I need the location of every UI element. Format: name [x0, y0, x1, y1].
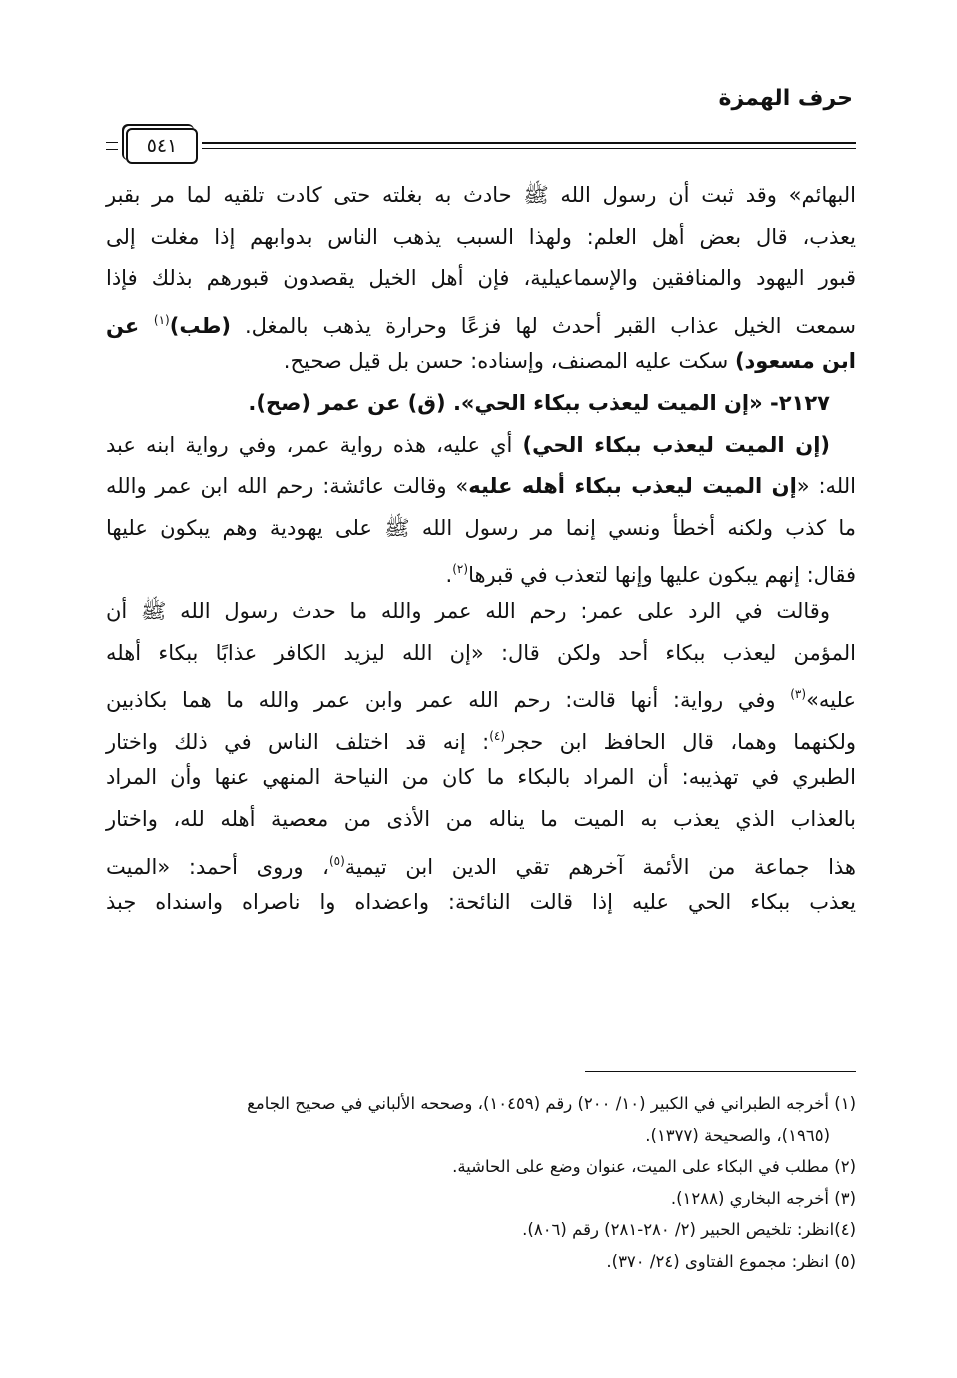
text: فقال: إنهم يبكون عليها وإنها لتعذب في قبرها: [468, 563, 856, 588]
text: ولكنهما وهما، قال الحافظ ابن حجر: [505, 729, 856, 754]
running-header-title: حرف الهمزة: [718, 86, 853, 111]
footnote: (٣) أخرجه البخاري (١٢٨٨).: [670, 1188, 856, 1208]
text: سكت عليه المصنف، وإسناده: حسن بل قيل صحيح.: [283, 349, 735, 374]
text-line: [106, 466, 856, 508]
text: : إنه قد اختلف الناس في ذلك واختار: [106, 729, 490, 754]
text: ما كذب ولكنه أخطأ ونسي إنما مر رسول الله ﷺ على يهودية وهم يبكون عليها: [106, 515, 856, 540]
bold-text: ابن مسعود): [734, 349, 856, 374]
text-line: [106, 425, 856, 467]
text-line: [106, 716, 856, 758]
text-line: [106, 175, 856, 217]
text-line: [106, 217, 856, 259]
rule-dash: [106, 142, 118, 150]
text: المؤمن ليعذب ببكاء أحد ولكن قال: «إن الله ليزيد الكافر عذابًا ببكاء أهله: [106, 640, 856, 665]
text-line: [106, 633, 856, 675]
text: سمعت الخيل عذاب القبر أحدث لها فزعًا وحرارة يذهب بالمغل.: [230, 313, 856, 338]
text: يعذب، قال بعض أهل العلم: ولهذا السبب يذهب الناس بدوابهم إذا مغلت إلى: [106, 224, 856, 249]
bold-text: (إن الميت ليعذب ببكاء الحي): [522, 432, 830, 457]
text: بالعذاب الذي يعذب به الميت ما يناله من الأذى من معصية أهله لله، واختار: [106, 806, 856, 831]
footnote-ref[interactable]: (١): [153, 312, 170, 327]
bold-text: عن: [106, 313, 154, 338]
footnote-ref[interactable]: (٢): [452, 562, 469, 577]
footnote: (١٩٦٥)، والصحيحة (١٣٧٧).: [645, 1125, 830, 1145]
footnote: (٥) انظر: مجموع الفتاوى (٢٤/ ٣٧٠).: [606, 1251, 856, 1271]
text: يعذب ببكاء الحي عليه إذا قالت النائحة: واعضداه وا ناصراه واسنداه جبذ: [106, 890, 856, 915]
text: أي عليه، هذه رواية عمر، وفي رواية ابنه عبد: [106, 432, 523, 457]
text: وقالت في الرد على عمر: رحم الله عمر والله ما حدث رسول الله ﷺ أن: [106, 598, 830, 623]
header-rule: [104, 128, 856, 164]
rule-line: [202, 148, 856, 149]
footnote-separator: [585, 1071, 856, 1072]
bold-text: (طب): [169, 313, 231, 338]
text-line: [106, 591, 856, 633]
text-line: [106, 841, 856, 883]
page-number: ٥٤١: [126, 128, 198, 164]
rule-line: [202, 142, 856, 144]
text: البهائم» وقد ثبت أن رسول الله ﷺ حادث به بغلته حتى كادت تلقيه لما مر بقبر: [106, 183, 856, 207]
text-line: [106, 383, 856, 425]
footnote-ref[interactable]: (٥): [328, 853, 345, 868]
text-line: [106, 300, 856, 342]
footnote: (٤)انظر: تلخيص الحبير (٢/ ٢٨٠-٢٨١) رقم (٨٠٦).: [522, 1220, 856, 1239]
footnote-ref[interactable]: (٣): [790, 687, 807, 702]
text: وفي رواية: أنها قالت: رحم الله عمر وابن عمر والله ما هما بكاذبين: [106, 688, 791, 713]
main-text: [106, 175, 856, 924]
text-line: [106, 882, 856, 924]
text-line: [106, 508, 856, 550]
text-line: [106, 674, 856, 716]
text: .: [445, 563, 453, 588]
footnote: (٢) مطلب في البكاء على الميت، عنوان وضع على الحاشية.: [452, 1157, 856, 1176]
footnote: (١) أخرجه الطبراني في الكبير (١٠/ ٢٠٠) رقم (١٠٤٥٩)، وصححه الألباني في صحيح الجامع: [247, 1094, 856, 1113]
bold-text: إن الميت ليعذب ببكاء أهله عليه: [468, 474, 797, 499]
text: هذا جماعة من الأئمة آخرهم تقي الدين ابن تيمية: [344, 854, 856, 879]
text: ، وروى أحمد: «الميت: [106, 854, 329, 879]
bold-text: ٢١٢٧- «إن الميت ليعذب ببكاء الحي». (ق) عن عمر (صح).: [248, 390, 830, 415]
text-line: [106, 757, 856, 799]
text: عليه»: [806, 688, 856, 713]
text: الطبري في تهذيبه: أن المراد بالبكاء ما كان من النياحة المنهي عنها وأن المراد: [106, 765, 856, 790]
text-line: [106, 549, 856, 591]
text-line: [106, 341, 856, 383]
footnotes: [106, 1088, 856, 1277]
text: » وقالت عائشة: رحم الله ابن عمر والله: [106, 474, 469, 499]
footnote-ref[interactable]: (٤): [489, 728, 506, 743]
text-line: [106, 799, 856, 841]
text: الله: «: [796, 474, 856, 499]
text: قبور اليهود والمنافقين والإسماعيلية، فإن أهل الخيل يقصدون قبورهم بذلك فإذا: [106, 266, 856, 291]
text-line: [106, 258, 856, 300]
